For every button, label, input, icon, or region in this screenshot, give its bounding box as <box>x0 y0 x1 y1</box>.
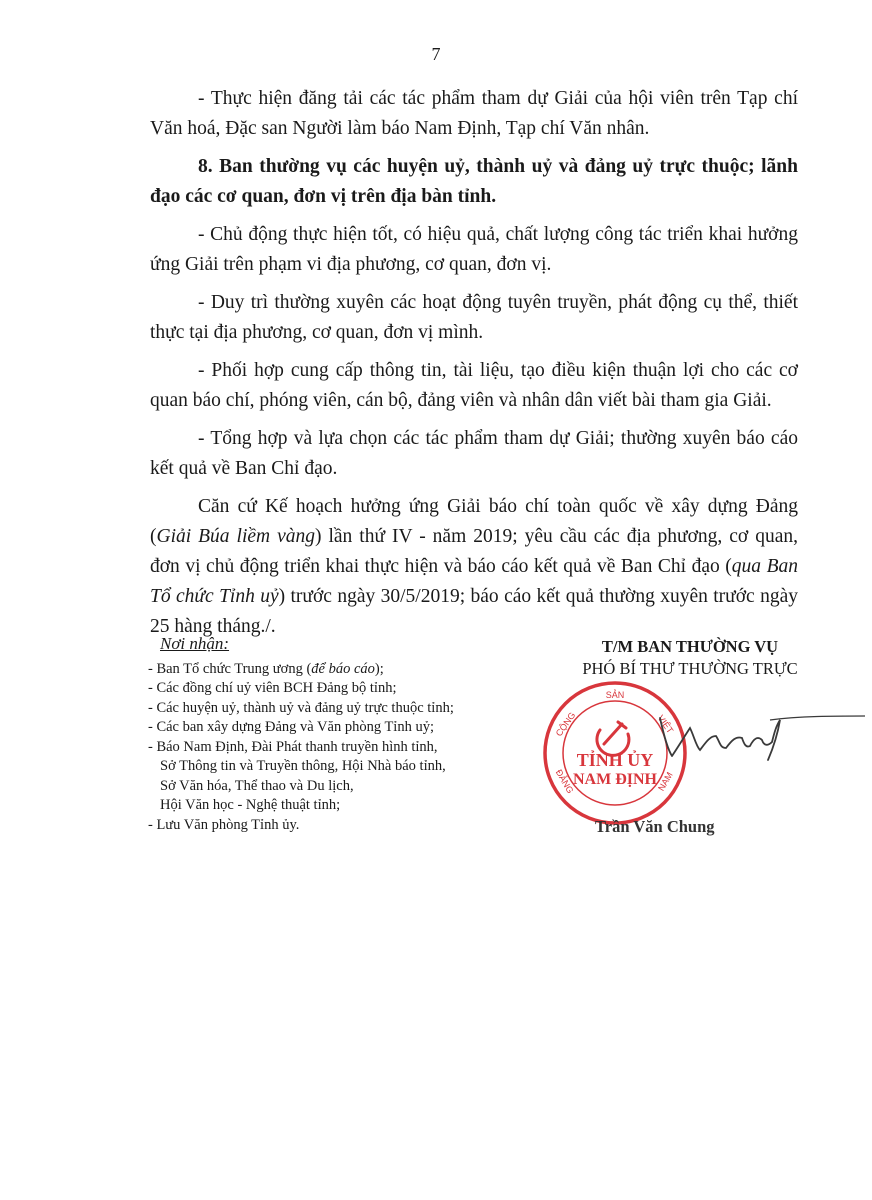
closing-paragraph <box>150 492 798 642</box>
paragraph-5: - Tổng hợp và lựa chọn các tác phẩm tham dự Giải; thường xuyên báo cáo kết quả về Ban Chỉ đạo. <box>150 428 798 479</box>
svg-text:NAM: NAM <box>656 770 675 793</box>
recipient-item: - Các huyện uỷ, thành uỷ và đảng uỷ trực thuộc tỉnh; <box>148 699 454 716</box>
recipients-block <box>148 634 548 835</box>
recipient-item <box>148 660 548 680</box>
closing-text-c: ) lần thứ IV - năm 2019; yêu cầu các địa phương, cơ quan, đơn vị chủ động triển khai thực hiện và báo cáo kết quả về Ban Chỉ đạo ( <box>150 526 798 577</box>
recipient-item-continued: Hội Văn học - Nghệ thuật tỉnh; <box>160 797 341 813</box>
recipient-item: - Báo Nam Định, Đài Phát thanh truyền hình tỉnh, <box>148 738 438 755</box>
recipient-item-continued: Sở Thông tin và Truyền thông, Hội Nhà báo tỉnh, <box>160 758 446 774</box>
signer-role: PHÓ BÍ THƯ THƯỜNG TRỰC <box>582 659 798 678</box>
closing-award-name: Giải Búa liềm vàng <box>156 526 315 547</box>
closing-text-e: ) trước ngày 30/5/2019; báo cáo kết quả thường xuyên trước ngày 25 hàng tháng./. <box>150 586 798 637</box>
seal-center-bottom: NAM ĐỊNH <box>573 771 657 788</box>
document-body <box>150 84 798 650</box>
recipient-text: - Ban Tổ chức Trung ương ( <box>148 660 312 677</box>
paragraph-4: - Phối hợp cung cấp thông tin, tài liệu, tạo điều kiện thuận lợi cho các cơ quan báo chí, phóng viên, cán bộ, đảng viên và nhân dân viết bài tham gia Giải. <box>150 360 798 411</box>
page-number: 7 <box>431 44 441 64</box>
svg-text:ĐẢNG: ĐẢNG <box>553 767 576 796</box>
signer-name: Trần Văn Chung <box>595 817 715 836</box>
recipient-text-end: ); <box>374 660 384 677</box>
paragraph-2: - Chủ động thực hiện tốt, có hiệu quả, chất lượng công tác triển khai hưởng ứng Giải trên phạm vi địa phương, cơ quan, đơn vị. <box>150 224 798 275</box>
paragraph-3: - Duy trì thường xuyên các hoạt động tuyên truyền, phát động cụ thể, thiết thực tại địa phương, cơ quan, đơn vị mình. <box>150 292 798 343</box>
recipient-item: - Các đồng chí uỷ viên BCH Đảng bộ tỉnh; <box>148 680 397 696</box>
signature-block <box>520 636 860 680</box>
closing-via-org: qua Ban Tổ chức Tỉnh uỷ <box>150 556 798 607</box>
signing-organization: T/M BAN THƯỜNG VỤ <box>601 637 779 656</box>
handwritten-signature-icon <box>650 706 870 766</box>
svg-text:SẢN: SẢN <box>605 690 625 700</box>
recipient-note: để báo cáo <box>311 660 375 677</box>
paragraph-1: - Thực hiện đăng tải các tác phẩm tham dự Giải của hội viên trên Tạp chí Văn hoá, Đặc san Người làm báo Nam Định, Tạp chí Văn nhân. <box>150 88 798 139</box>
seal-center-top: TỈNH ỦY <box>576 750 654 770</box>
svg-text:VIỆT: VIỆT <box>655 713 676 736</box>
recipients-list <box>148 660 548 836</box>
closing-text-a: Căn cứ Kế hoạch hưởng ứng Giải báo chí toàn quốc về xây dựng Đảng ( <box>150 496 798 547</box>
svg-text:CỘNG: CỘNG <box>553 710 578 739</box>
section-heading: 8. Ban thường vụ các huyện uỷ, thành uỷ và đảng uỷ trực thuộc; lãnh đạo các cơ quan, đơn vị trên địa bàn tỉnh. <box>150 156 798 207</box>
recipient-item: - Các ban xây dựng Đảng và Văn phòng Tỉnh uỷ; <box>148 719 434 735</box>
recipient-item: - Lưu Văn phòng Tỉnh ủy. <box>148 816 300 833</box>
recipients-title: Nơi nhận: <box>160 634 230 653</box>
recipient-item-continued: Sở Văn hóa, Thể thao và Du lịch, <box>160 777 354 794</box>
